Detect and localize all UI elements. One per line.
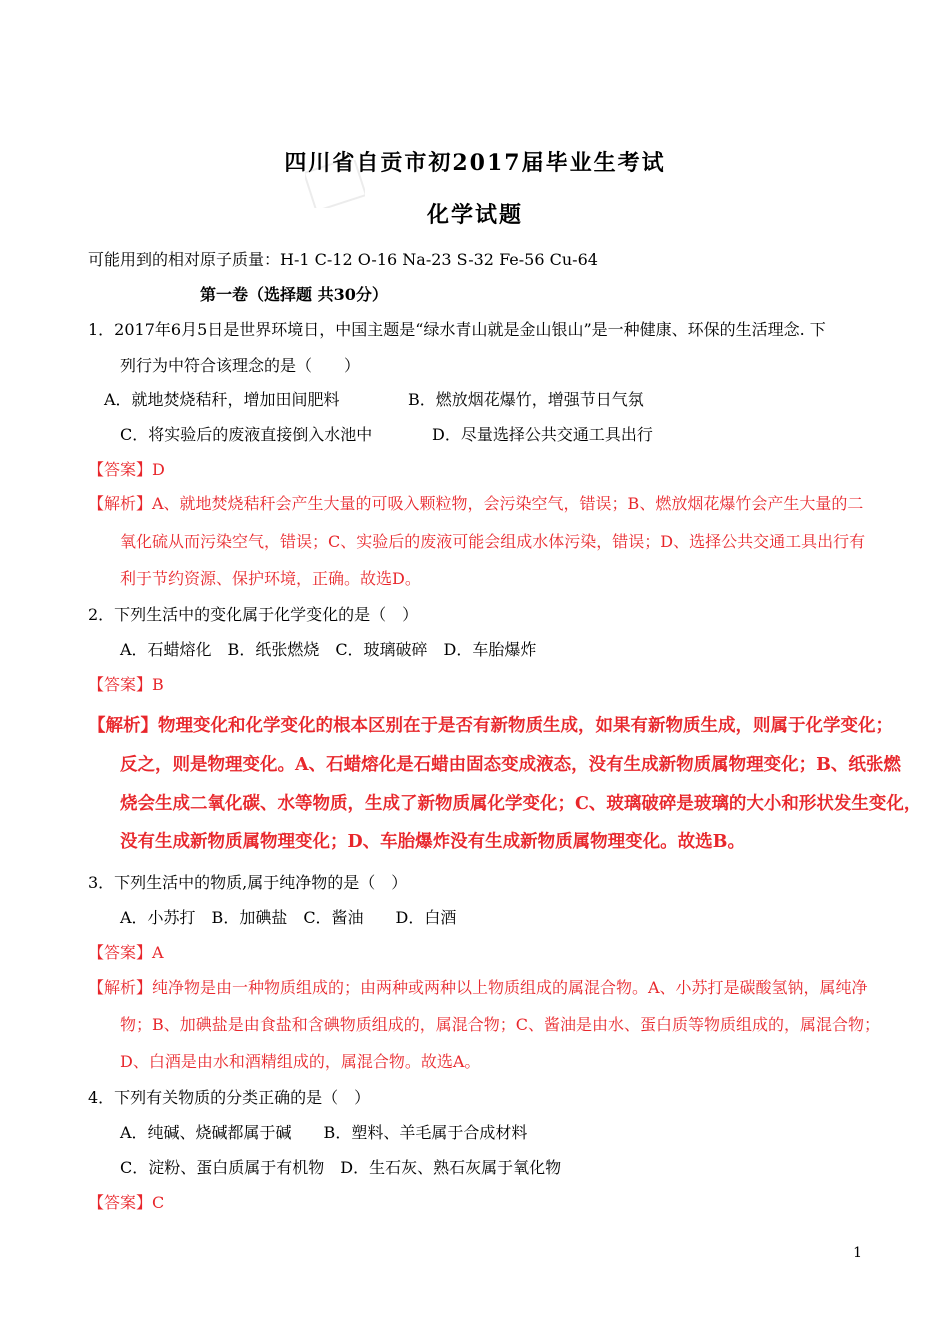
q3-analysis-line1: 【解析】纯净物是由一种物质组成的；由两种或两种以上物质组成的属混合物。A、小苏打是碳酸氢钠，属纯净 [88,978,868,997]
q4-stem: 4．下列有关物质的分类正确的是（ ） [88,1088,371,1107]
q1-option-b: B．燃放烟花爆竹，增强节日气氛 [408,390,644,409]
section-heading: 第一卷（选择题 共30分） [200,285,388,304]
q1-option-a: A．就地焚烧秸秆，增加田间肥料 [104,390,340,409]
q3-answer: 【答案】A [88,943,164,962]
page-title: 四川省自贡市初2017届毕业生考试 [284,150,666,176]
q2-analysis-line2: 反之，则是物理变化。A、石蜡熔化是石蜡由固态变成液态，没有生成新物质属物理变化；B、纸张燃 [120,755,901,775]
atomic-masses-note: 可能用到的相对原子质量：H-1 C-12 O-16 Na-23 S-32 Fe-56 Cu-64 [88,250,598,269]
page-subtitle: 化学试题 [426,202,523,228]
q4-options-line2: C．淀粉、蛋白质属于有机物 D．生石灰、熟石灰属于氧化物 [120,1158,562,1177]
q4-answer: 【答案】C [88,1193,165,1212]
q1-analysis-line1: 【解析】A、就地焚烧秸秆会产生大量的可吸入颗粒物，会污染空气，错误；B、燃放烟花爆竹会产生大量的二 [88,494,864,513]
q1-answer: 【答案】D [88,460,165,479]
q3-analysis-line3: D、白酒是由水和酒精组成的，属混合物。故选A。 [120,1052,481,1071]
q2-stem: 2．下列生活中的变化属于化学变化的是（ ） [88,605,419,624]
q1-analysis-line3: 利于节约资源、保护环境，正确。故选D。 [120,569,421,588]
q4-options-line1: A．纯碱、烧碱都属于碱 B．塑料、羊毛属于合成材料 [120,1123,528,1142]
q2-analysis-line3: 烧会生成二氧化碳、水等物质，生成了新物质属化学变化；C、玻璃破碎是玻璃的大小和形状发生变化， [120,794,922,814]
q2-analysis-line4: 没有生成新物质属物理变化；D、车胎爆炸没有生成新物质属物理变化。故选B。 [120,832,745,852]
page-number: 1 [853,1245,862,1261]
q1-stem-line1: 1．2017年6月5日是世界环境日，中国主题是“绿水青山就是金山银山”是一种健康、环保的生活理念. 下 [88,320,826,339]
q1-option-d: D．尽量选择公共交通工具出行 [432,425,653,444]
q2-analysis-line1: 【解析】物理变化和化学变化的根本区别在于是否有新物质生成，如果有新物质生成，则属于化学变化； [88,716,893,736]
q1-option-c: C．将实验后的废液直接倒入水池中 [120,425,373,444]
q3-stem: 3．下列生活中的物质,属于纯净物的是（ ） [88,873,408,892]
q3-options: A．小苏打 B．加碘盐 C．酱油 D．白酒 [120,908,457,927]
q2-answer: 【答案】B [88,675,164,694]
q1-analysis-line2: 氧化硫从而污染空气，错误；C、实验后的废液可能会组成水体污染，错误；D、选择公共交通工具出行有 [120,532,866,551]
q1-stem-line2: 列行为中符合该理念的是（ ） [120,356,361,375]
q3-analysis-line2: 物；B、加碘盐是由食盐和含碘物质组成的，属混合物；C、酱油是由水、蛋白质等物质组成的，属混合物； [120,1015,881,1034]
q2-options: A．石蜡熔化 B．纸张燃烧 C．玻璃破碎 D．车胎爆炸 [120,640,537,659]
